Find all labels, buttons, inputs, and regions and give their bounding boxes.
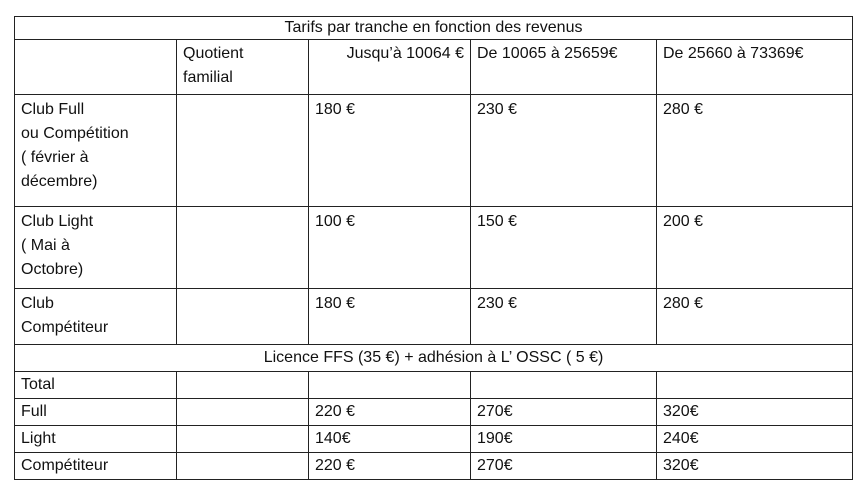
- row-tranche-1: 180 €: [309, 95, 471, 207]
- total-category: Light: [15, 426, 177, 453]
- total-tranche-1: 140€: [309, 426, 471, 453]
- row-tranche-3: 280 €: [657, 289, 853, 345]
- row-quotient: [177, 289, 309, 345]
- row-quotient: [177, 207, 309, 289]
- table-row-club-light: [15, 207, 853, 289]
- row-tranche-2: 150 €: [471, 207, 657, 289]
- total-row-light: [15, 426, 853, 453]
- header-category: [15, 40, 177, 95]
- header-quotient: Quotient familial: [177, 40, 309, 95]
- total-tranche-2: 270€: [471, 453, 657, 480]
- row-tranche-1: 100 €: [309, 207, 471, 289]
- total-tranche-1: 220 €: [309, 453, 471, 480]
- row-tranche-2: 230 €: [471, 95, 657, 207]
- total-row-competiteur: [15, 453, 853, 480]
- header-tranche-1: Jusqu’à 10064 €: [309, 40, 471, 95]
- total-category: Compétiteur: [15, 453, 177, 480]
- table-row-club-competiteur: [15, 289, 853, 345]
- total-label: Total: [15, 372, 177, 399]
- row-tranche-3: 200 €: [657, 207, 853, 289]
- empty-cell: [177, 426, 309, 453]
- row-tranche-3: 280 €: [657, 95, 853, 207]
- table-row-club-full: [15, 95, 853, 207]
- licence-row: [15, 345, 853, 372]
- empty-cell: [309, 372, 471, 399]
- total-tranche-2: 270€: [471, 399, 657, 426]
- row-category: Club Compétiteur: [15, 289, 177, 345]
- tarifs-table: [14, 16, 853, 480]
- row-quotient: [177, 95, 309, 207]
- empty-cell: [177, 372, 309, 399]
- empty-cell: [471, 372, 657, 399]
- row-tranche-2: 230 €: [471, 289, 657, 345]
- empty-cell: [177, 399, 309, 426]
- row-category: Club Light ( Mai à Octobre): [15, 207, 177, 289]
- empty-cell: [177, 453, 309, 480]
- total-tranche-3: 320€: [657, 399, 853, 426]
- total-tranche-3: 240€: [657, 426, 853, 453]
- total-row-full: [15, 399, 853, 426]
- total-tranche-3: 320€: [657, 453, 853, 480]
- title-row: [15, 17, 853, 40]
- empty-cell: [657, 372, 853, 399]
- header-tranche-2: De 10065 à 25659€: [471, 40, 657, 95]
- total-category: Full: [15, 399, 177, 426]
- row-category: Club Full ou Compétition ( février à décembre): [15, 95, 177, 207]
- row-tranche-1: 180 €: [309, 289, 471, 345]
- header-row: [15, 40, 853, 95]
- licence-note: Licence FFS (35 €) + adhésion à L’ OSSC ( 5 €): [15, 345, 853, 372]
- table-title: Tarifs par tranche en fonction des revenus: [15, 17, 853, 40]
- total-tranche-2: 190€: [471, 426, 657, 453]
- total-tranche-1: 220 €: [309, 399, 471, 426]
- header-tranche-3: De 25660 à 73369€: [657, 40, 853, 95]
- total-header-row: [15, 372, 853, 399]
